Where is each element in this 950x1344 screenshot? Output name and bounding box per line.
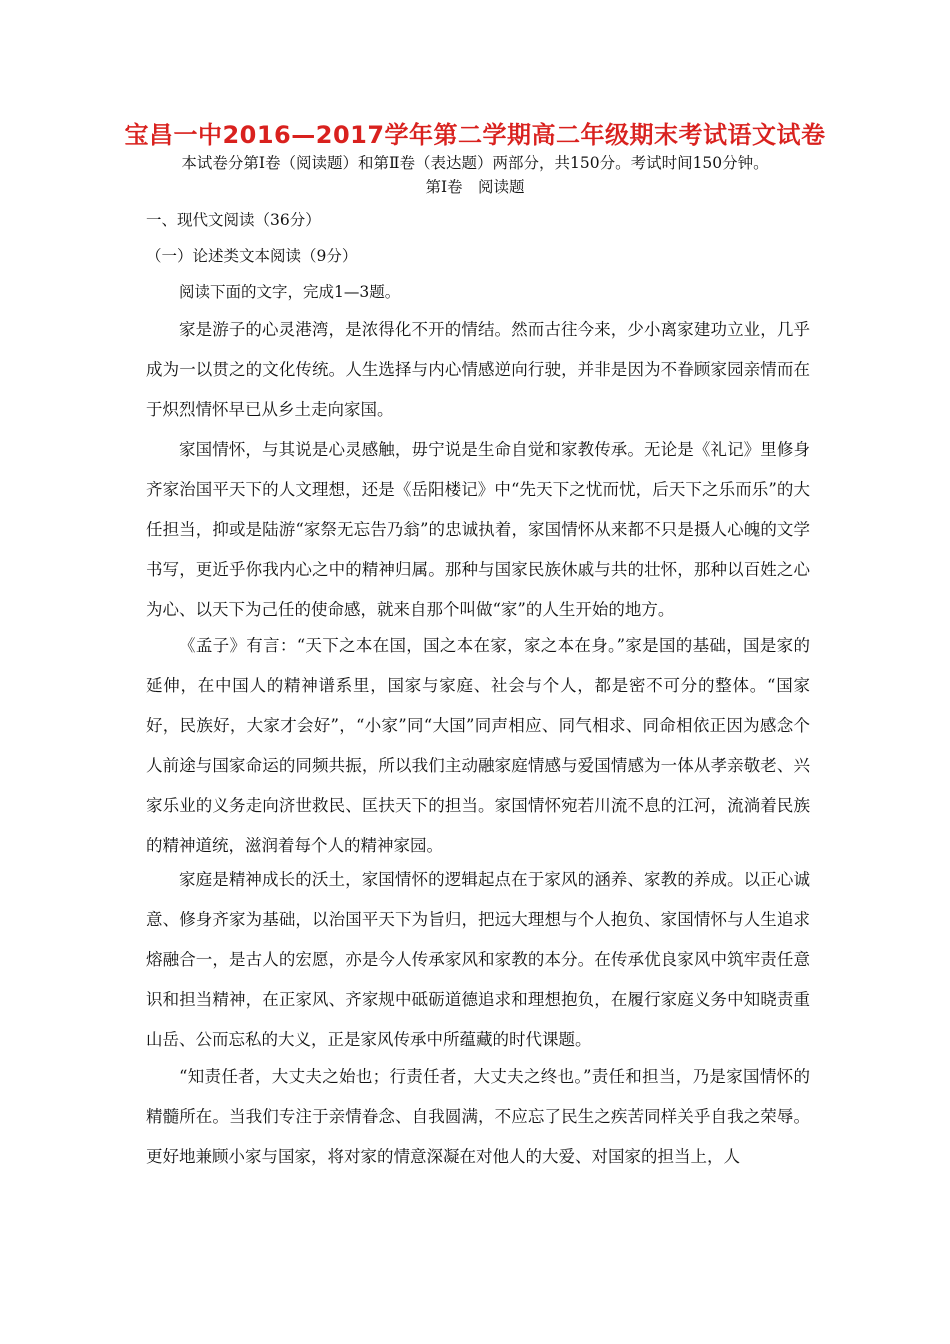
paragraph-1: 家是游子的心灵港湾，是浓得化不开的情结。然而古往今来，少小离家建功立业，几乎成为一以贯之的文化传统。人生选择与内心情感逆向行驶，并非是因为不眷顾家园亲情而在于炽烈情怀早已从乡土走向家国。 <box>146 320 810 419</box>
part-title: 第Ⅰ卷 阅读题 <box>425 178 525 196</box>
reading-instruction: 阅读下面的文字，完成1—3题。 <box>179 283 401 301</box>
section-heading: 一、现代文阅读（36分） <box>146 211 321 229</box>
paragraph-3: 《孟子》有言：“天下之本在国，国之本在家，家之本在身。”家是国的基础，国是家的延伸，在中国人的精神谱系里，国家与家庭、社会与个人，都是密不可分的整体。“国家好，民族好，大家才会好”，“小家”同“大国”同声相应、同气相求、同命相依正因为感念个人前途与国家命运的同频共振，所以我们主动融家庭情感与爱国情感为一体从孝亲敬老、兴家乐业的义务走向济世救民、匡扶天下的担当。家国情怀宛若川流不息的江河，流淌着民族的精神道统，滋润着每个人的精神家园。 <box>146 636 810 855</box>
paragraph-4: 家庭是精神成长的沃土，家国情怀的逻辑起点在于家风的涵养、家教的养成。以正心诚意、修身齐家为基础，以治国平天下为旨归，把远大理想与个人抱负、家国情怀与人生追求熔融合一，是古人的宏愿，亦是今人传承家风和家教的本分。在传承优良家风中筑牢责任意识和担当精神，在正家风、齐家规中砥砺道德追求和理想抱负，在履行家庭义务中知晓责重山岳、公而忘私的大义，正是家风传承中所蕴藏的时代课题。 <box>146 870 810 1049</box>
exam-title: 宝昌一中2016—2017学年第二学期高二年级期末考试语文试卷 <box>124 121 826 149</box>
exam-intro: 本试卷分第Ⅰ卷（阅读题）和第Ⅱ卷（表达题）两部分，共150分。考试时间150分钟。 <box>181 154 769 172</box>
paragraph-5: “知责任者，大丈夫之始也；行责任者，大丈夫之终也。”责任和担当，乃是家国情怀的精髓所在。当我们专注于亲情眷念、自我圆满，不应忘了民生之疾苦同样关乎自我之荣辱。更好地兼顾小家与国家，将对家的情意深凝在对他人的大爱、对国家的担当上，人 <box>146 1067 810 1166</box>
subsection-heading: （一）论述类文本阅读（9分） <box>146 247 358 265</box>
paragraph-2: 家国情怀，与其说是心灵感触，毋宁说是生命自觉和家教传承。无论是《礼记》里修身齐家治国平天下的人文理想，还是《岳阳楼记》中“先天下之忧而忧，后天下之乐而乐”的大任担当，抑或是陆游“家祭无忘告乃翁”的忠诚执着，家国情怀从来都不只是摄人心魄的文学书写，更近乎你我内心之中的精神归属。那种与国家民族休戚与共的壮怀，那种以百姓之心为心、以天下为己任的使命感，就来自那个叫做“家”的人生开始的地方。 <box>146 440 810 619</box>
